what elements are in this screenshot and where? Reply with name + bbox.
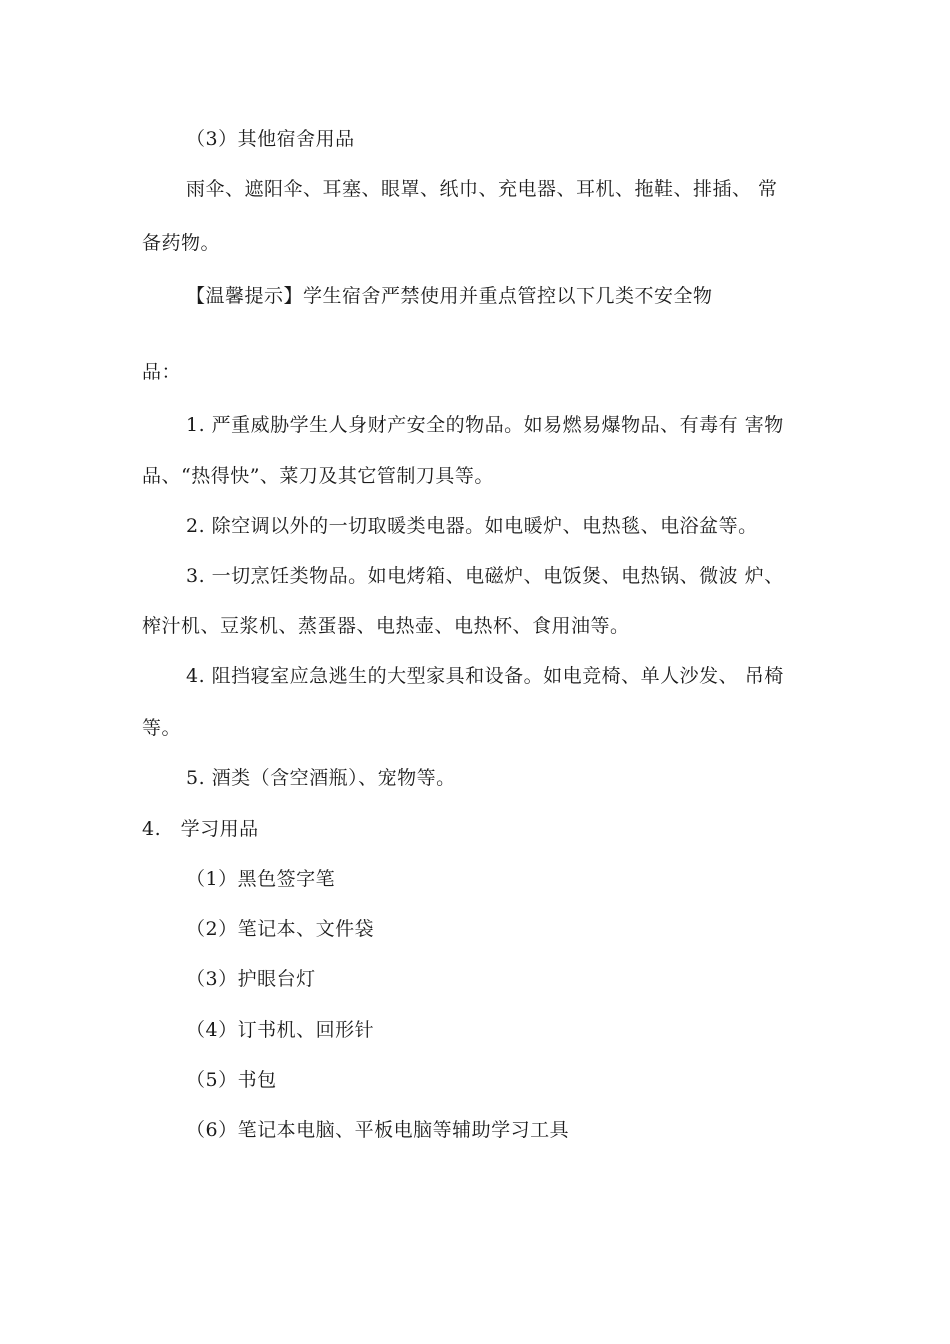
tip-item3-line2: 榨汁机、豆浆机、蒸蛋器、电热壶、电热杯、食用油等。 (142, 615, 630, 637)
section4-item: （4）订书机、回形针 (186, 1019, 375, 1041)
tip-item1-line1: 1. 严重威胁学生人身财产安全的物品。如易燃易爆物品、有毒有 害物 (186, 414, 784, 436)
section4-item: （2）笔记本、文件袋 (186, 918, 375, 940)
tip-item1-line2: 品、“热得快”、菜刀及其它管制刀具等。 (142, 465, 494, 487)
section3-items-line1: 雨伞、遮阳伞、耳塞、眼罩、纸巾、充电器、耳机、拖鞋、排插、 常 (186, 178, 778, 200)
section4-item: （1）黑色签字笔 (186, 868, 336, 890)
section3-heading: （3）其他宿舍用品 (186, 128, 355, 150)
tip-item2: 2. 除空调以外的一切取暖类电器。如电暖炉、电热毯、电浴盆等。 (186, 515, 758, 537)
section4-heading: 4. 学习用品 (142, 818, 259, 840)
tip-line1: 【温馨提示】学生宿舍严禁使用并重点管控以下几类不安全物 (186, 285, 713, 307)
tip-item4-line1: 4. 阻挡寝室应急逃生的大型家具和设备。如电竞椅、单人沙发、 吊椅 (186, 665, 784, 687)
section4-item: （5）书包 (186, 1069, 277, 1091)
tip-item4-line2: 等。 (142, 717, 182, 739)
section4-item: （3）护眼台灯 (186, 968, 316, 990)
tip-item5: 5. 酒类（含空酒瓶）、宠物等。 (186, 767, 456, 789)
section3-items-line2: 备药物。 (142, 232, 221, 254)
tip-line2: 品： (142, 361, 182, 383)
section4-item: （6）笔记本电脑、平板电脑等辅助学习工具 (186, 1119, 570, 1141)
tip-item3-line1: 3. 一切烹饪类物品。如电烤箱、电磁炉、电饭煲、电热锅、微波 炉、 (186, 565, 784, 587)
